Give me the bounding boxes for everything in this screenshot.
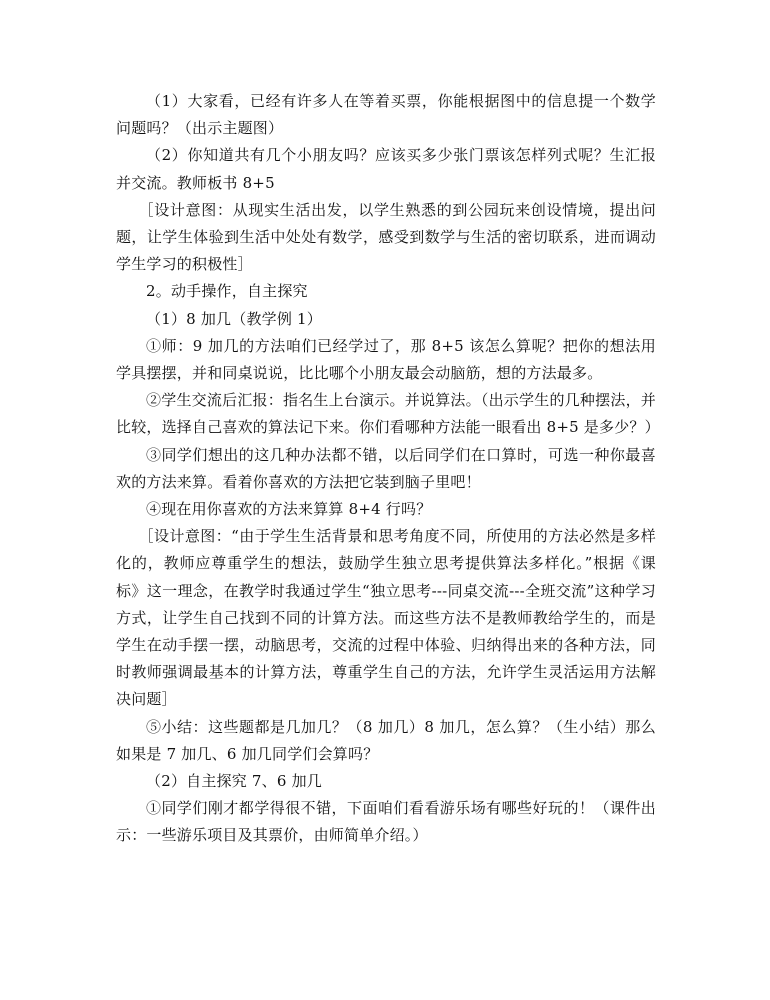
paragraph-amusement-park: ①同学们刚才都学得很不错，下面咱们看看游乐场有哪些好玩的！（课件出示：一些游乐项目及其票价，由师简单介绍。） <box>116 799 656 845</box>
paragraph-step-3: ③同学们想出的这几种办法都不错，以后同学们在口算时，可选一种你最喜欢的方法来算。看着你喜欢的方法把它装到脑子里吧！ <box>116 445 656 491</box>
paragraph-step-1: ①师：9 加几的方法咱们已经学过了，那 8+5 该怎么算呢？把你的想法用学具摆摆，并和同桌说说，比比哪个小朋友最会动脑筋，想的方法最多。 <box>116 336 656 383</box>
paragraph-question-1: （1）大家看，已经有许多人在等着买票，你能根据图中的信息提一个数学问题吗？（出示主题图） <box>116 92 656 138</box>
subsection-heading-8-plus: （1）8 加几（教学例 1） <box>146 309 322 328</box>
document-body <box>116 88 660 850</box>
section-heading-hands-on: 2。动手操作，自主探究 <box>146 282 308 301</box>
paragraph-step-4: ④现在用你喜欢的方法来算算 8+4 行吗？ <box>146 500 432 519</box>
paragraph-step-5-summary: ⑤小结：这些题都是几加几？（8 加几）8 加几，怎么算？（生小结）那么如果是 7 加几、6 加几同学们会算吗？ <box>116 717 656 763</box>
design-intent-note-1: ［设计意图：从现实生活出发，以学生熟悉的到公园玩来创设情境，提出问题，让学生体验到生活中处处有数学，感受到数学与生活的密切联系，进而调动学生学习的积极性］ <box>116 200 656 274</box>
paragraph-step-2: ②学生交流后汇报：指名生上台演示。并说算法。（出示学生的几种摆法，并比较，选择自己喜欢的算法记下来。你们看哪种方法能一眼看出 8+5 是多少？） <box>116 391 660 437</box>
design-intent-note-2: ［设计意图：“由于学生生活背景和思考角度不同，所使用的方法必然是多样化的，教师应尊重学生的想法，鼓励学生独立思考提供算法多样化。”根据《课标》这一理念，在教学时我通过学生“独立思考---同桌交流---全班交流”这种学习方式，让学生自己找到不同的计算方法。而这些方法不是教师教给学生的，而是学生在动手摆一摆，动脑思考，交流的过程中体验、归纳得出来的各种方法，同时教师强调最基本的计算方法，尊重学生自己的方法，允许学生灵活运用方法解决问题］ <box>116 527 656 709</box>
paragraph-question-2: （2）你知道共有几个小朋友吗？应该买多少张门票该怎样列式呢？生汇报并交流。教师板书 8+5 <box>116 146 656 192</box>
subsection-heading-7-6-plus: （2）自主探究 7、6 加几 <box>146 772 322 791</box>
